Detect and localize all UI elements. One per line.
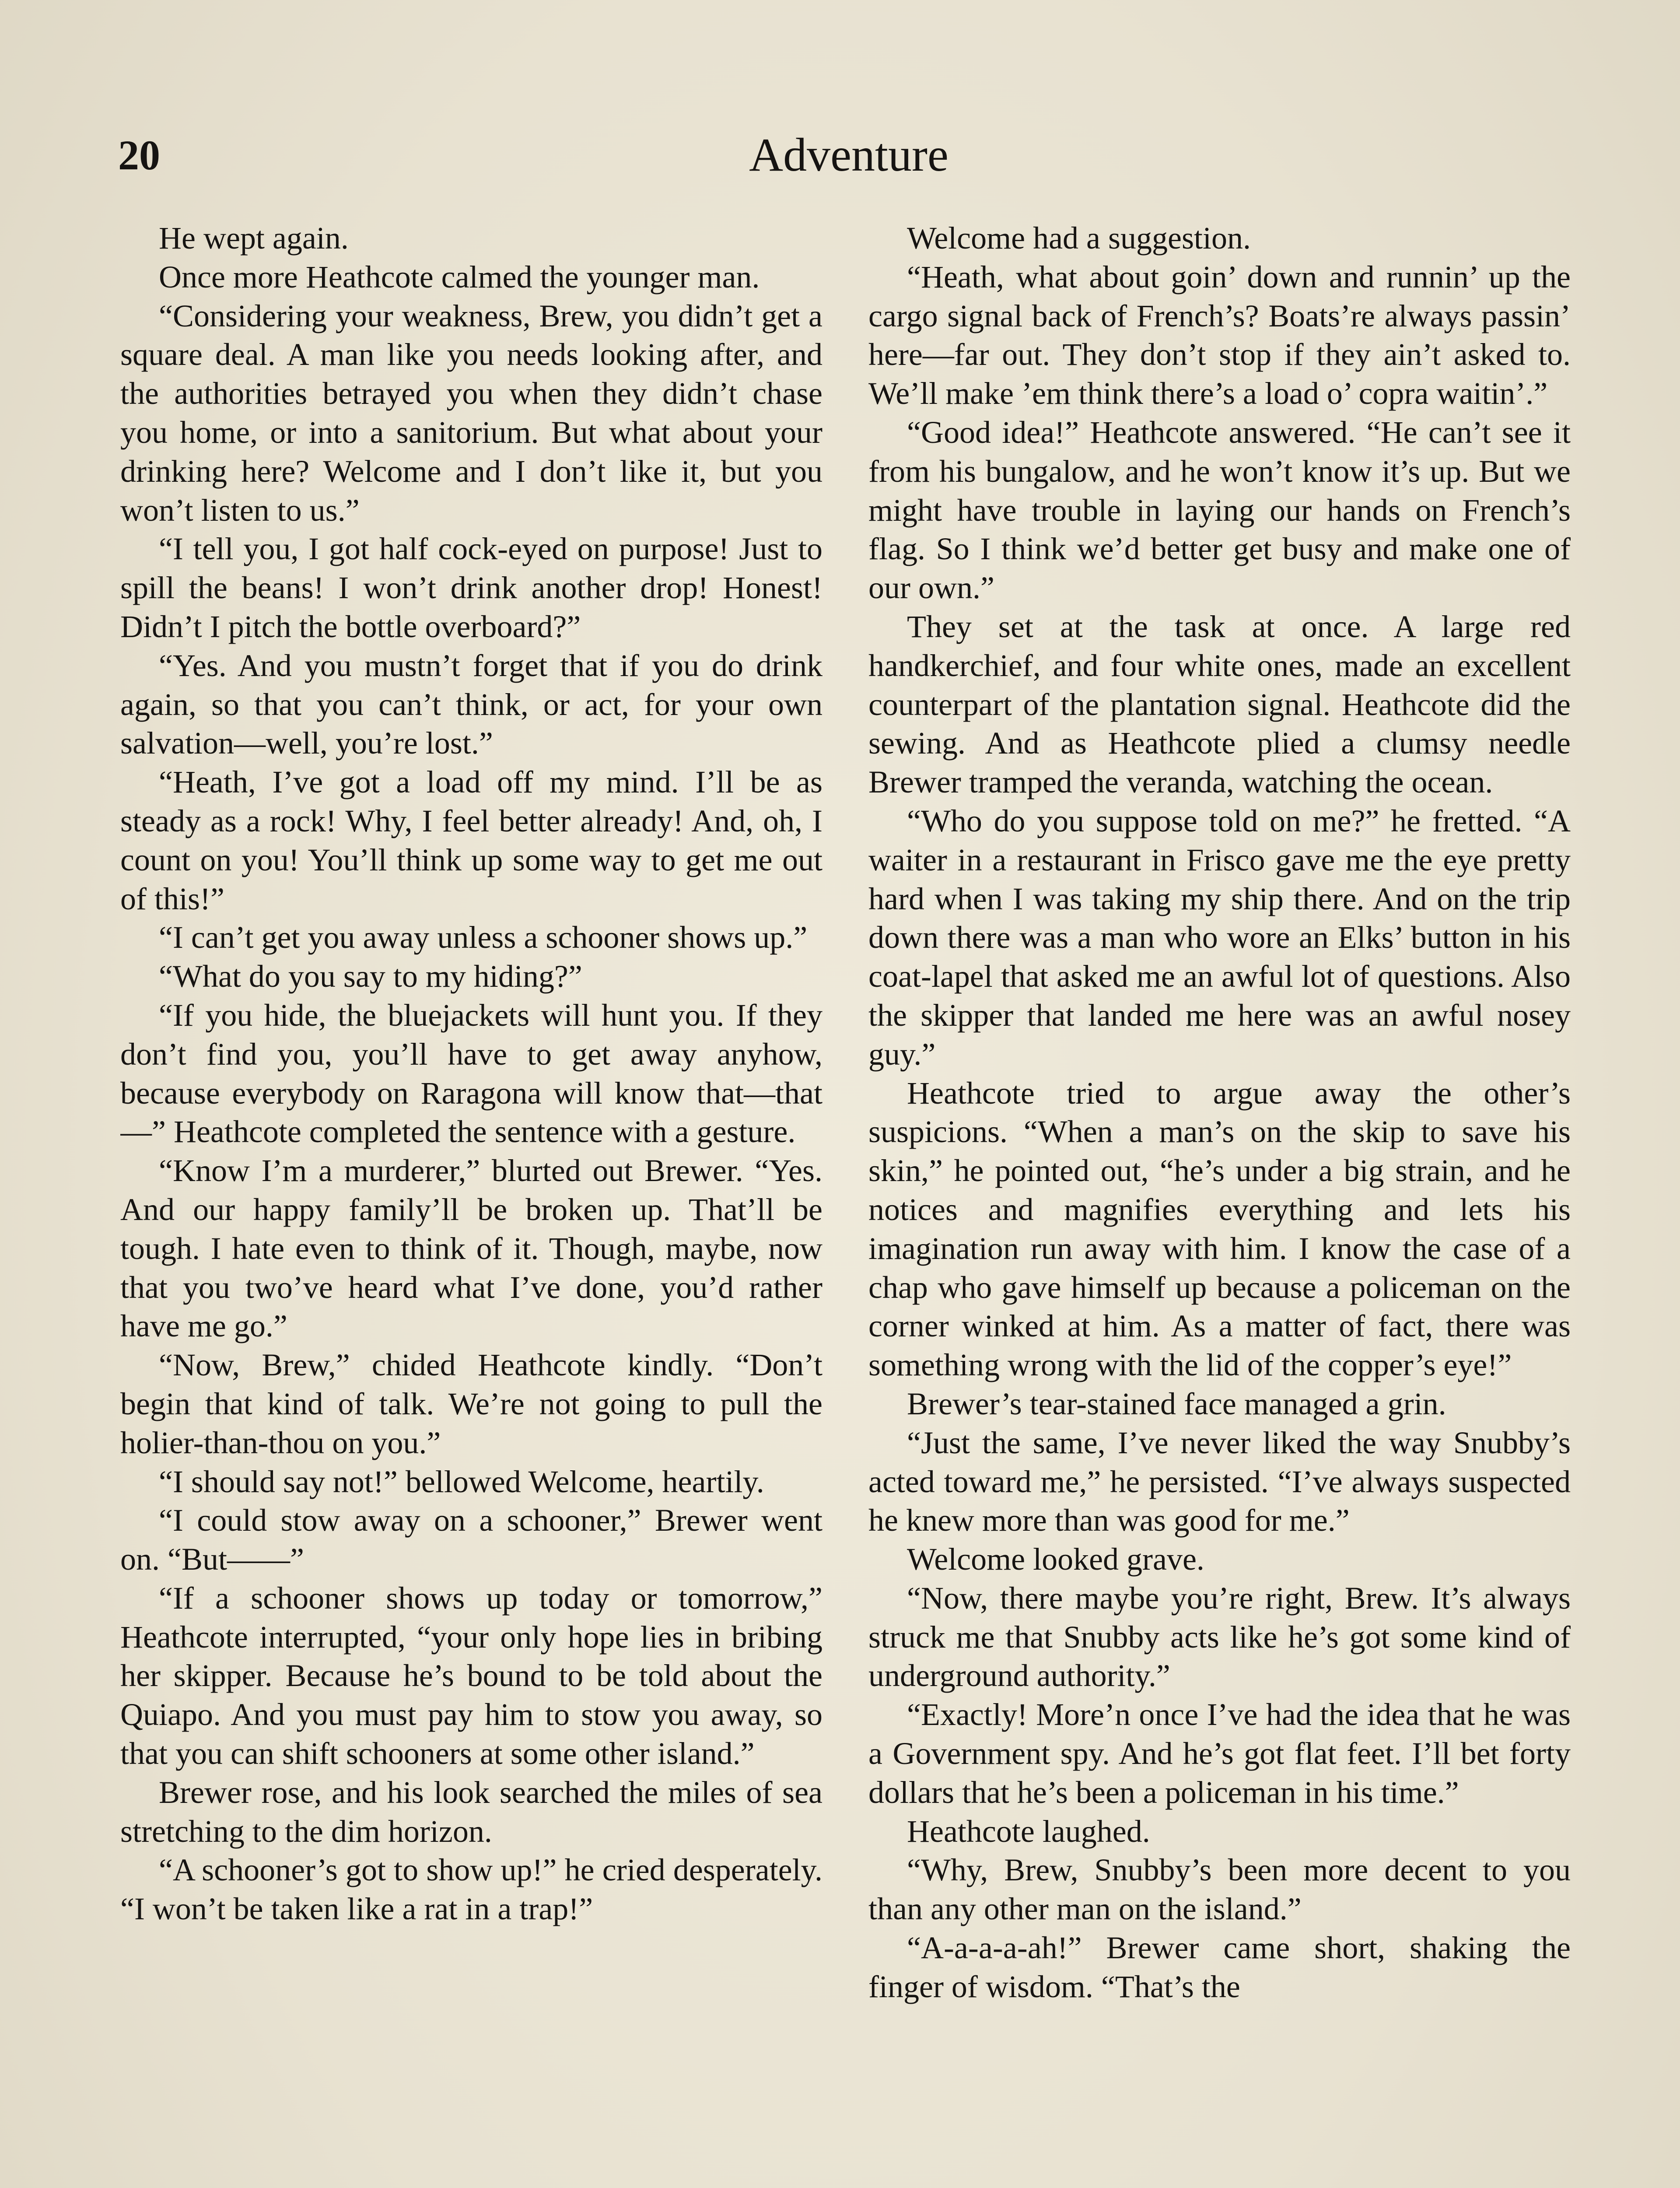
- paragraph: “Why, Brew, Snubby’s been more decent to you than any other man on the island.”: [868, 1852, 1571, 1927]
- paragraph: “Now, Brew,” chided Heathcote kindly. “Don’t begin that kind of talk. We’re not going to pull the holier-than-thou on you.”: [120, 1347, 822, 1460]
- paragraph: “I could stow away on a schooner,” Brewer went on. “But——”: [120, 1503, 822, 1577]
- paragraph: Heathcote laughed.: [907, 1813, 1150, 1849]
- paragraph: “Now, there maybe you’re right, Brew. It’s always struck me that Snubby acts like he’s got some kind of underground authority.”: [868, 1580, 1571, 1694]
- right-column: [868, 219, 1571, 2188]
- paragraph: “A schooner’s got to show up!” he cried desperately. “I won’t be taken like a rat in a trap!”: [120, 1852, 822, 1927]
- paragraph: “If you hide, the bluejackets will hunt you. If they don’t find you, you’ll have to get away anyhow, because everybody on Raragona will know that—that—” Heathcote completed the sentence with a gesture.: [120, 997, 822, 1150]
- paragraph: “I tell you, I got half cock-eyed on purpose! Just to spill the beans! I won’t drink another drop! Honest! Didn’t I pitch the bottle overboard?”: [120, 531, 822, 644]
- paragraph: “Heath, what about goin’ down and runnin’ up the cargo signal back of French’s? Boats’re always passin’ here—far out. They don’t stop if they ain’t asked to. We’ll make ’em think there’s a load o’ copra waitin’.”: [868, 259, 1571, 411]
- paragraph: “Exactly! More’n once I’ve had the idea that he was a Government spy. And he’s got flat feet. I’ll bet forty dollars that he’s been a policeman in his time.”: [868, 1697, 1571, 1810]
- paragraph: “Good idea!” Heathcote answered. “He can’t see it from his bungalow, and he won’t know it’s up. But we might have trouble in laying our hands on French’s flag. So I think we’d better get busy and make one of our own.”: [868, 414, 1571, 606]
- paragraph: “Considering your weakness, Brew, you didn’t get a square deal. A man like you needs looking after, and the authorities betrayed you when they didn’t chase you home, or into a sanitorium. But what about your drinking here? Welcome and I don’t like it, but you won’t listen to us.”: [120, 298, 822, 528]
- magazine-title: Adventure: [749, 129, 948, 181]
- paragraph: Brewer rose, and his look searched the miles of sea stretching to the dim horizon.: [120, 1774, 822, 1849]
- paragraph: “A-a-a-a-ah!” Brewer came short, shaking the finger of wisdom. “That’s the: [868, 1930, 1571, 2004]
- paragraph: He wept again.: [159, 221, 349, 256]
- paragraph: Welcome had a suggestion.: [907, 221, 1251, 256]
- paragraph: “I should say not!” bellowed Welcome, heartily.: [159, 1464, 764, 1499]
- paragraph: “If a schooner shows up today or tomorrow,” Heathcote interrupted, “your only hope lies in bribing her skipper. Because he’s bound to be told about the Quiapo. And you must pay him to stow you away, so that you can shift schooners at some other island.”: [120, 1580, 822, 1771]
- paragraph: Welcome looked grave.: [907, 1542, 1204, 1577]
- paragraph: “Yes. And you mustn’t forget that if you do drink again, so that you can’t think, or act, for your own salvation—well, you’re lost.”: [120, 648, 822, 761]
- paragraph: “Just the same, I’ve never liked the way Snubby’s acted toward me,” he persisted. “I’ve always suspected he knew more than was good for me.”: [868, 1425, 1571, 1538]
- paragraph: Once more Heathcote calmed the younger man.: [159, 259, 760, 295]
- paragraph: Heathcote tried to argue away the other’s suspicions. “When a man’s on the skip to save his skin,” he pointed out, “he’s under a big strain, and he notices and magnifies everything and lets his imagination run away with him. I know the case of a chap who gave himself up because a policeman on the corner winked at him. As a matter of fact, there was something wrong with the lid of the copper’s eye!”: [868, 1075, 1571, 1383]
- page-number: 20: [118, 132, 160, 179]
- paragraph: They set at the task at once. A large red handkerchief, and four white ones, made an excellent counterpart of the plantation signal. Heathcote did the sewing. And as Heathcote plied a clumsy needle Brewer tramped the veranda, watching the ocean.: [868, 609, 1571, 800]
- paragraph: “I can’t get you away unless a schooner shows up.”: [159, 920, 808, 955]
- text-columns: [120, 219, 1582, 2188]
- page-header: [118, 127, 1579, 184]
- paragraph: Brewer’s tear-stained face managed a grin.: [907, 1386, 1446, 1421]
- left-column: [120, 219, 822, 2188]
- paragraph: “What do you say to my hiding?”: [159, 959, 582, 994]
- paragraph: “Heath, I’ve got a load off my mind. I’ll be as steady as a rock! Why, I feel better already! And, oh, I count on you! You’ll think up some way to get me out of this!”: [120, 764, 822, 916]
- paragraph: “Know I’m a murderer,” blurted out Brewer. “Yes. And our happy family’ll be broken up. That’ll be tough. I hate even to think of it. Though, maybe, now that you two’ve heard what I’ve done, you’d rather have me go.”: [120, 1153, 822, 1344]
- paragraph: “Who do you suppose told on me?” he fretted. “A waiter in a restaurant in Frisco gave me the eye pretty hard when I was taking my ship there. And on the trip down there was a man who wore an Elks’ button in his coat-lapel that asked me an awful lot of questions. Also the skipper that landed me here was an awful nosey guy.”: [868, 803, 1571, 1072]
